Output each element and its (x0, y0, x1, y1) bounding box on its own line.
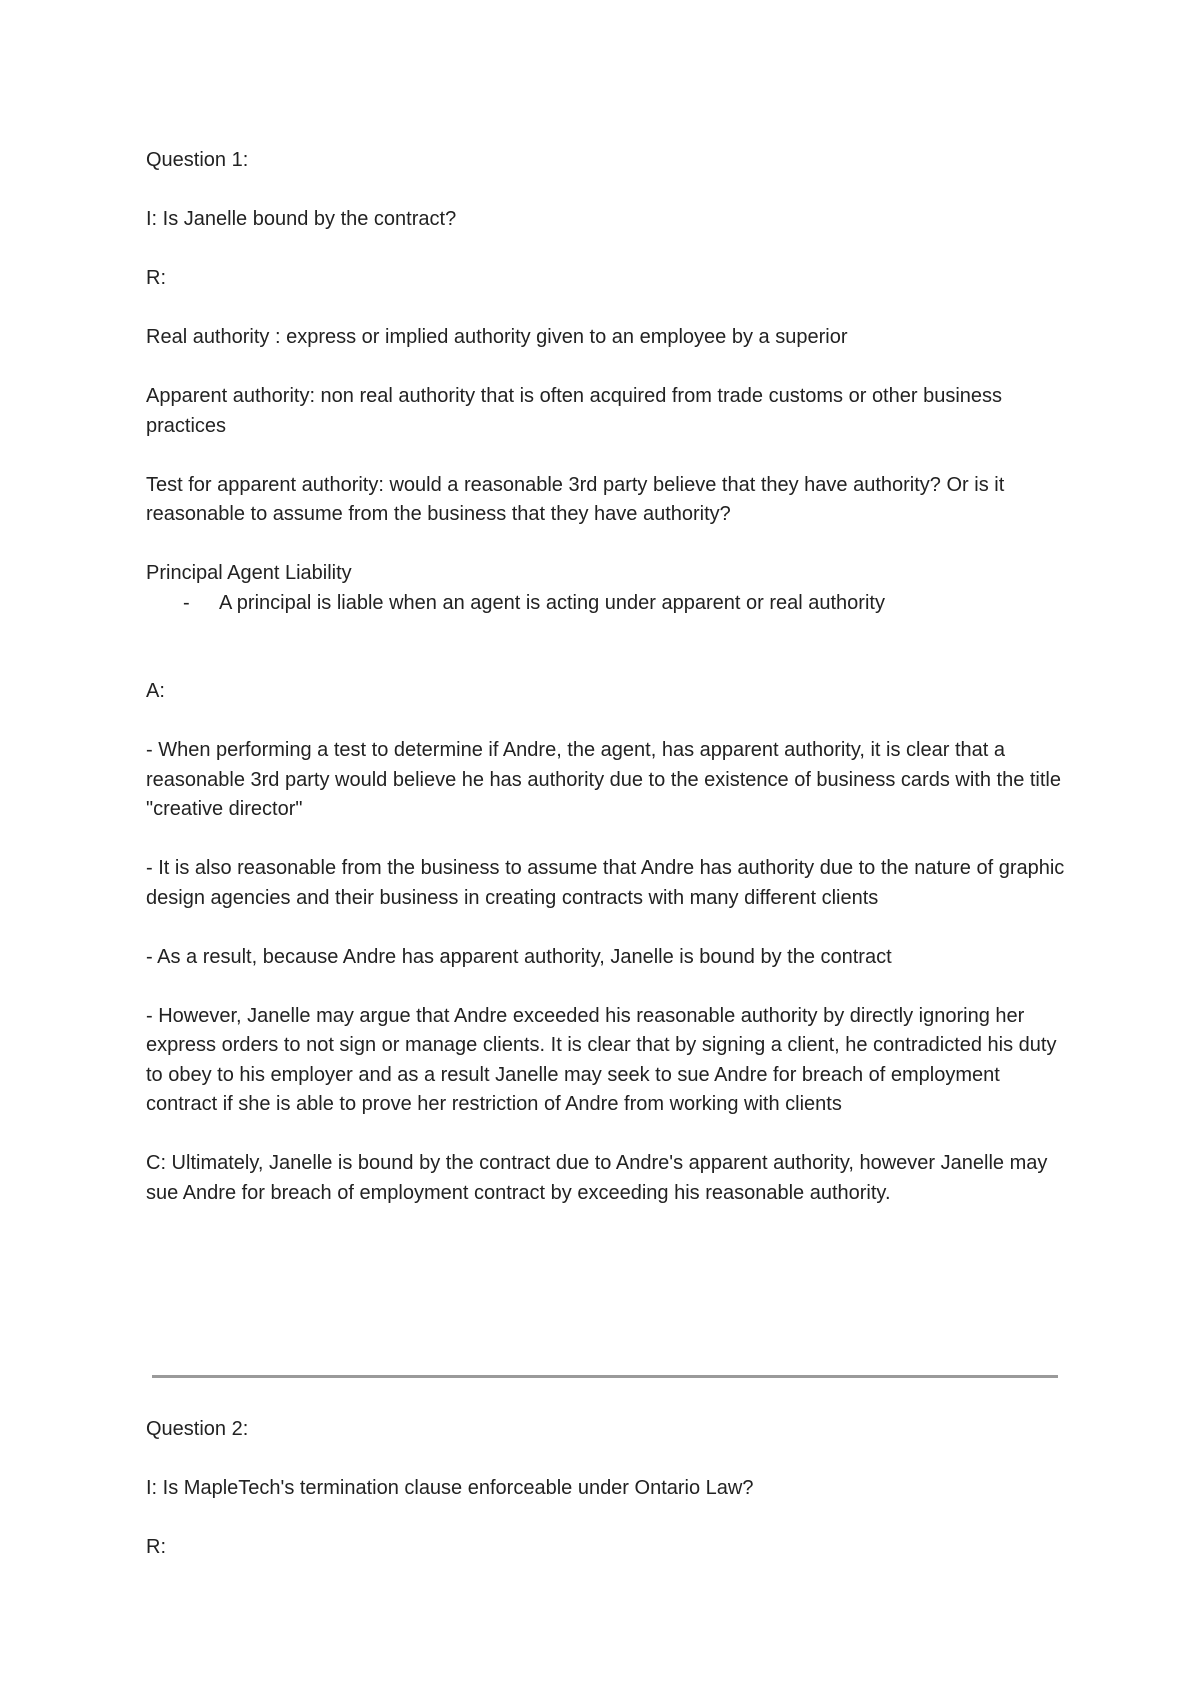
question-1-analysis-heading: A: (146, 680, 165, 702)
analysis-point-3: - As a result, because Andre has apparent authority, Janelle is bound by the contract (146, 945, 892, 968)
apparent-authority-test: Test for apparent authority: would a reasonable 3rd party believe that they have authority? Or is it reasonable to assume from the business that they have authority? (146, 473, 1005, 525)
principal-liability-text: A principal is liable when an agent is acting under apparent or real authority (219, 591, 885, 614)
question-2-section (146, 1415, 1071, 1592)
question-1-title: Question 1: (146, 149, 249, 171)
blank-line (146, 648, 1071, 678)
question-2-rule-heading: R: (146, 1536, 166, 1558)
question-1-issue: I: Is Janelle bound by the contract? (146, 208, 457, 230)
bullet-dash: - (183, 591, 190, 614)
analysis-point-2: - It is also reasonable from the business to assume that Andre has authority due to the nature of graphic design agencies and their business in creating contracts with many different clients (146, 857, 1065, 909)
apparent-authority-definition: Apparent authority: non real authority that is often acquired from trade customs or other business practices (146, 385, 1003, 437)
real-authority-definition: Real authority : express or implied authority given to an employee by a superior (146, 326, 848, 348)
section-divider (152, 1375, 1058, 1378)
question-1-rule-heading: R: (146, 267, 166, 289)
analysis-point-1: - When performing a test to determine if Andre, the agent, has apparent authority, it is clear that a reasonable 3rd party would believe he has authority due to the existence of business cards with the title "creative director" (146, 739, 1061, 820)
analysis-point-4: - However, Janelle may argue that Andre exceeded his reasonable authority by directly ignoring her express orders to not sign or manage clients. It is clear that by signing a client, he contradicted his duty to obey to his employer and as a result Janelle may seek to sue Andre for breach of employment contract if she is able to prove her restriction of Andre from working with clients (146, 1004, 1057, 1115)
question-1-section (146, 146, 1071, 1238)
question-1-conclusion: C: Ultimately, Janelle is bound by the contract due to Andre's apparent authority, however Janelle may sue Andre for breach of employment contract by exceeding his reasonable authority. (146, 1152, 1048, 1204)
principal-agent-liability-heading: Principal Agent Liability (146, 562, 352, 584)
question-2-issue: I: Is MapleTech's termination clause enforceable under Ontario Law? (146, 1477, 754, 1499)
principal-agent-liability-list (146, 589, 1071, 619)
list-item (146, 589, 1071, 619)
question-2-title: Question 2: (146, 1418, 249, 1440)
